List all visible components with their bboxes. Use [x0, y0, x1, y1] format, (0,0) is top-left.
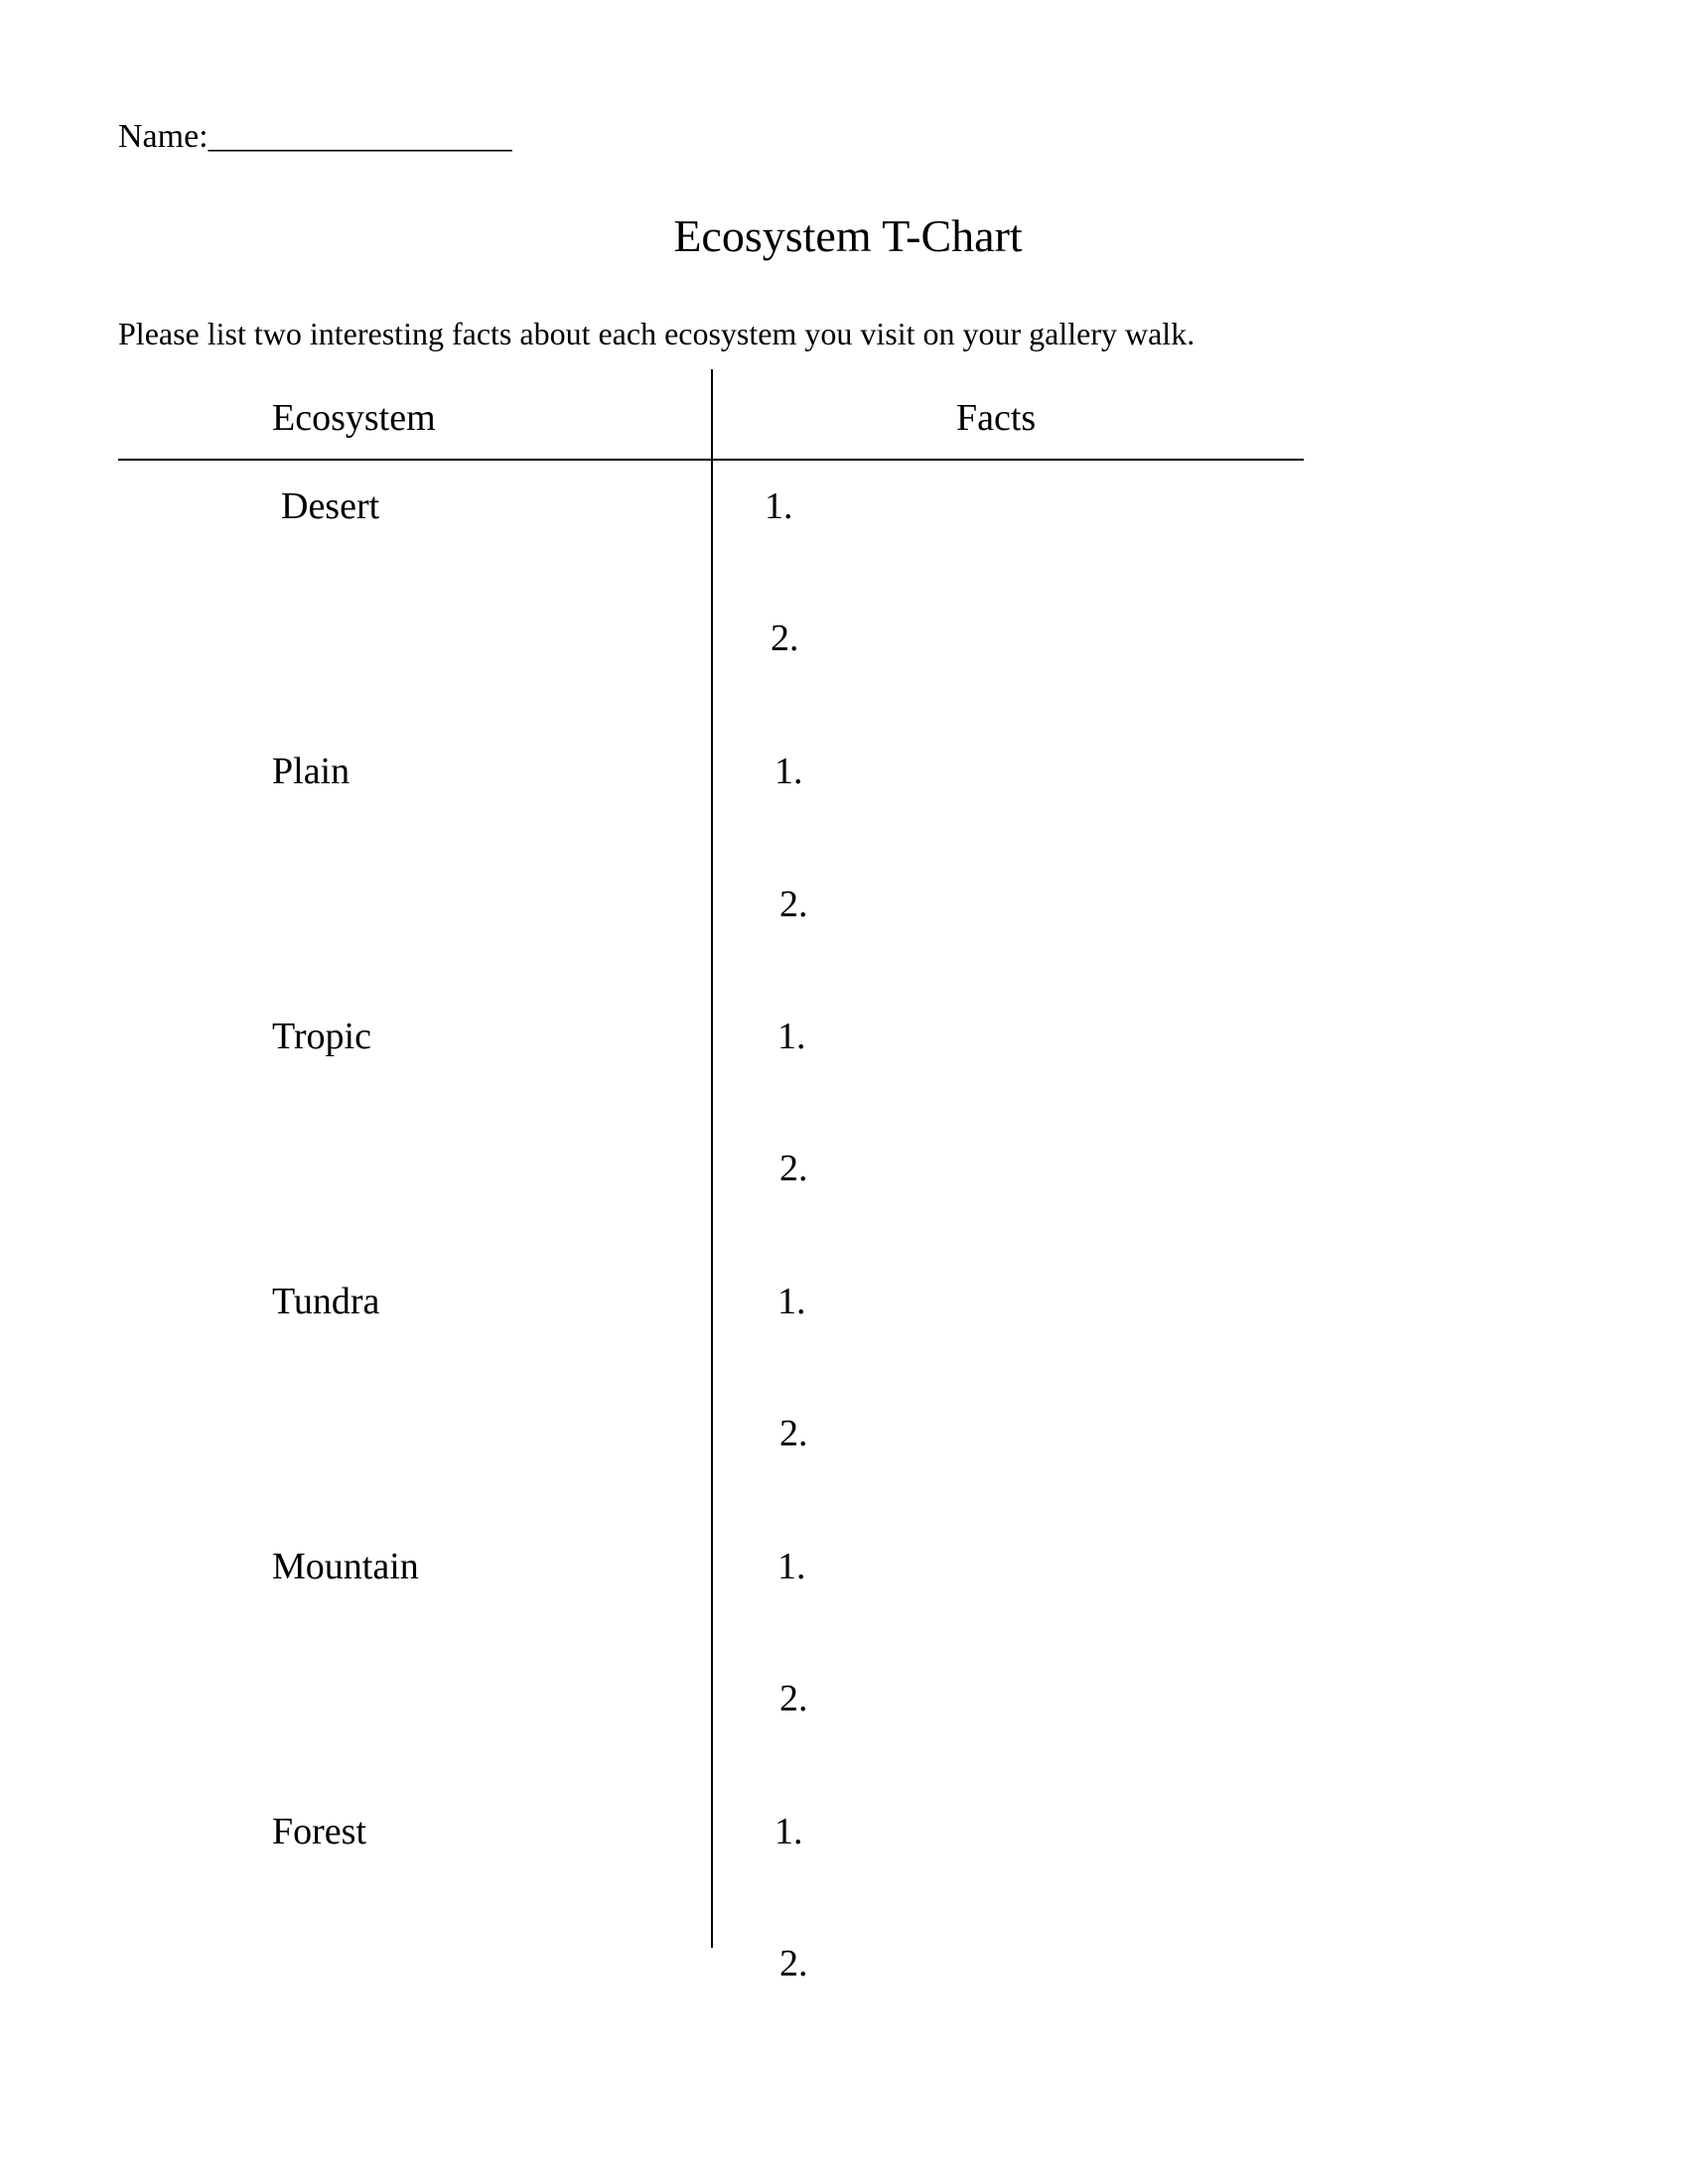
- column-header-ecosystem: Ecosystem: [272, 397, 436, 439]
- fact-number-mountain-1: 1.: [777, 1546, 806, 1587]
- fact-number-forest-2: 2.: [779, 1943, 808, 1984]
- t-chart-vertical-divider: [711, 369, 713, 1948]
- fact-number-tropic-2: 2.: [779, 1148, 808, 1189]
- ecosystem-label-tundra: Tundra: [272, 1281, 380, 1322]
- fact-number-mountain-2: 2.: [779, 1678, 808, 1719]
- ecosystem-label-mountain: Mountain: [272, 1546, 419, 1587]
- ecosystem-label-plain: Plain: [272, 751, 351, 792]
- fact-number-tundra-1: 1.: [777, 1281, 806, 1322]
- ecosystem-label-forest: Forest: [272, 1811, 366, 1852]
- fact-number-plain-1: 1.: [774, 751, 803, 792]
- ecosystem-label-tropic: Tropic: [272, 1016, 371, 1057]
- fact-number-plain-2: 2.: [779, 884, 808, 925]
- fact-number-desert-1: 1.: [765, 485, 793, 527]
- fact-number-tropic-1: 1.: [777, 1016, 806, 1057]
- page-title: Ecosystem T-Chart: [673, 210, 1023, 261]
- ecosystem-label-desert: Desert: [281, 485, 380, 527]
- instructions-text: Please list two interesting facts about each ecosystem you visit on your gallery walk.: [118, 316, 1196, 351]
- name-field-label: Name:__________________: [118, 118, 512, 155]
- fact-number-tundra-2: 2.: [779, 1413, 808, 1454]
- fact-number-desert-2: 2.: [771, 617, 799, 659]
- column-header-facts: Facts: [956, 397, 1037, 439]
- fact-number-forest-1: 1.: [774, 1811, 803, 1852]
